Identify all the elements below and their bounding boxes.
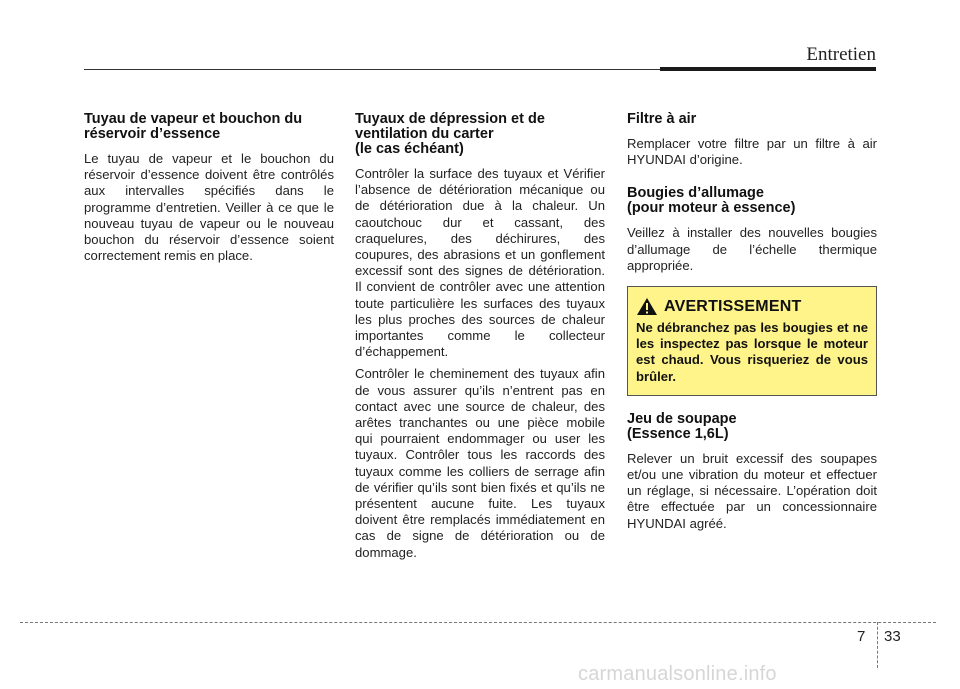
page-number: 33 <box>884 628 901 645</box>
title-line: Jeu de soupape <box>627 410 737 427</box>
title-line: Tuyaux de dépression et de <box>355 111 545 127</box>
header-title: Entretien <box>806 44 876 65</box>
footer-page-divider <box>877 622 878 668</box>
warning-box <box>627 286 877 396</box>
section-title-filtre <box>627 112 877 127</box>
column-middle <box>355 112 605 567</box>
title-line: ventilation du carter <box>355 126 494 142</box>
section-title-soupape <box>627 412 877 442</box>
column-left <box>84 112 334 270</box>
paragraph-depression-2: Contrôler le cheminement des tuyaux afin de vous assurer qu’ils n’entrent pas en contact avec une source de chaleur, des arêtes tranchantes ou une pièce mobile qui pourraient endommager ou user les tuyaux. Contrôler tous les raccords des tuyaux comme les colliers de serrage afin de vérifier qu’ils sont bien fixés et qu’ils ne présentent aucune fuite. Les tuyaux doivent être remplacés immédiatement en cas de signe de détérioration ou de dommage. <box>355 366 605 560</box>
title-line: (Essence 1,6L) <box>627 425 729 442</box>
warning-triangle-icon <box>636 297 658 316</box>
title-line: réservoir d’essence <box>84 126 221 142</box>
paragraph-depression-1: Contrôler la surface des tuyaux et Vérifier l’absence de détérioration mécanique ou de détérioration due à la chaleur. Un caoutchouc dur et cassant, des craquelures, des déchirures, des coupures, des abrasions et un gonflement excessif sont des signes de détérioration. Il convient de contrôler avec une attention toute particulière les surfaces des tuyaux les plus proches des sources de chaleur importantes comme le collecteur d’échappement. <box>355 166 605 360</box>
chapter-number: 7 <box>857 628 866 645</box>
header-rule-thin <box>84 69 660 70</box>
title-line: (le cas échéant) <box>355 141 464 157</box>
title-line: Filtre à air <box>627 111 697 127</box>
paragraph-soupape: Relever un bruit excessif des soupapes et/ou une vibration du moteur et effectuer un réglage, si nécessaire. L’opération doit être effectuée par un concessionnaire HYUNDAI agréé. <box>627 450 877 531</box>
paragraph-bougies: Veillez à installer des nouvelles bougies d’allumage de l’échelle thermique appropriée. <box>627 225 877 273</box>
watermark: carmanualsonline.info <box>578 663 777 685</box>
section-title-bougies <box>627 186 877 216</box>
header-rule-thick <box>660 67 876 71</box>
section-title-depression <box>355 112 605 157</box>
title-line: Tuyau de vapeur et bouchon du <box>84 111 303 127</box>
paragraph-filtre: Remplacer votre filtre par un filtre à air HYUNDAI d’origine. <box>627 136 877 168</box>
footer-dashed-rule <box>20 622 936 623</box>
warning-title: AVERTISSEMENT <box>664 297 802 315</box>
warning-text: Ne débranchez pas les bougies et ne les inspectez pas lorsque le moteur est chaud. Vous risqueriez de vous brûler. <box>636 320 868 384</box>
column-right <box>627 112 877 538</box>
title-line: (pour moteur à essence) <box>627 200 796 217</box>
title-line: Bougies d’allumage <box>627 185 764 202</box>
section-title-vapeur <box>84 112 334 142</box>
warning-header <box>636 297 868 316</box>
paragraph-vapeur: Le tuyau de vapeur et le bouchon du réservoir d’essence doivent être contrôlés aux intervalles spécifiés dans le programme d’entretien. Veiller à ce que le nouveau tuyau de vapeur ou le nouveau bouchon du réservoir d’essence soient correctement remis en place. <box>84 151 334 264</box>
